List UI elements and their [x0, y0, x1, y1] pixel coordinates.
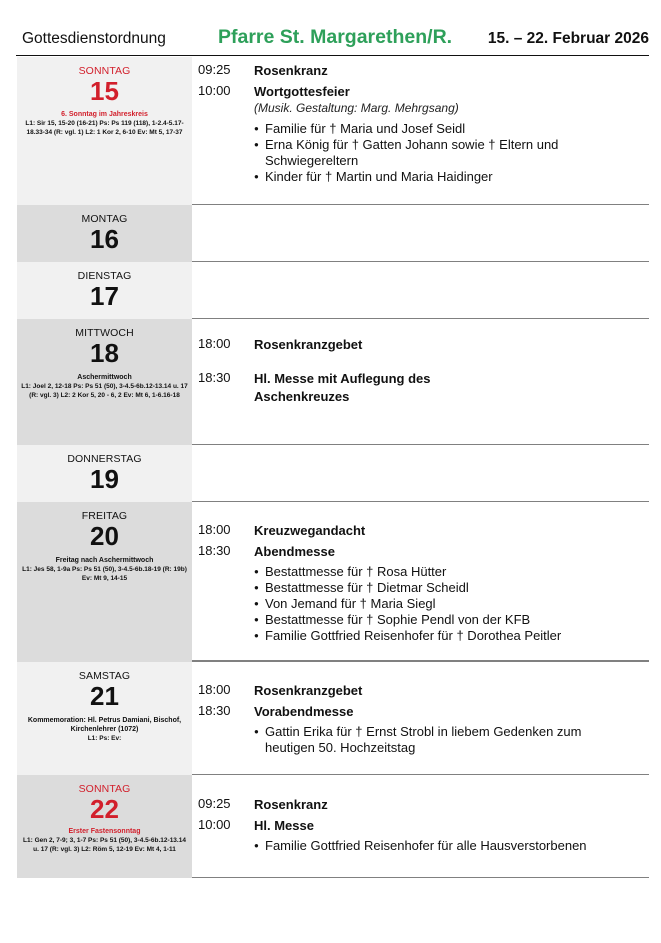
day-row-sonntag-15 [17, 57, 649, 205]
day-number: 20 [90, 521, 119, 551]
event-title: Hl. Messe mit Auflegung des Aschenkreuzes [254, 371, 431, 404]
event-time: 18:30 [198, 370, 231, 385]
readings: L1: Sir 15, 15-20 (16-21) Ps: Ps 119 (118), 1-2.4-5.17-18.33-34 (R: vgl. 1) L2: 1 Kor 2, 6-10 Ev: Mt 5, 17-37 [25, 120, 184, 136]
event-time: 18:00 [198, 336, 231, 351]
readings: L1: Joel 2, 12-18 Ps: Ps 51 (50), 3-4.5-6b.12-13.14 u. 17 (R: vgl. 3) L2: 2 Kor 5, 20 - 6, 2 Ev: Mt 6, 1-6.16-18 [21, 383, 188, 399]
intention-item: ● Gattin Erika für † Ernst Strobl in liebem Gedenken zum heutigen 50. Hochzeitstag [254, 724, 605, 756]
intention-item: ● Von Jemand für † Maria Siegl [254, 596, 645, 612]
day-name: MITTWOCH [75, 327, 134, 339]
day-name: FREITAG [81, 510, 128, 522]
day-name: DIENSTAG [77, 270, 132, 282]
liturgical-feast: Erster Fastensonntag [68, 828, 141, 835]
event-title: Wortgottesfeier [254, 84, 350, 99]
day-number: 22 [90, 794, 119, 824]
intention-item: ● Familie für † Maria und Josef Seidl [254, 121, 645, 137]
event-title: Rosenkranz [254, 63, 328, 78]
mass-intentions [254, 564, 645, 644]
day-cell [17, 205, 192, 262]
event-time: 18:30 [198, 703, 231, 718]
liturgical-feast: Kommemoration: Hl. Petrus Damiani, Bischof, Kirchenlehrer (1072) [27, 717, 182, 733]
mass-intentions [254, 838, 645, 854]
day-row-mittwoch-18 [17, 319, 649, 445]
readings: L1: Jes 58, 1-9a Ps: Ps 51 (50), 3-4.5-6b.18-19 (R: 19b) Ev: Mt 9, 14-15 [22, 566, 187, 582]
mass-intentions [254, 121, 645, 185]
day-name: SONNTAG [78, 65, 131, 77]
intention-item: ● Bestattmesse für † Rosa Hütter [254, 564, 645, 580]
day-cell [17, 262, 192, 319]
event-time: 18:00 [198, 522, 231, 537]
day-number: 19 [90, 464, 119, 494]
day-number: 17 [90, 281, 119, 311]
day-row-samstag-21 [17, 662, 649, 775]
event-note: (Musik. Gestaltung: Marg. Mehrgsang) [254, 101, 459, 115]
day-name: MONTAG [81, 213, 128, 225]
event-time: 09:25 [198, 62, 231, 77]
day-name: DONNERSTAG [67, 453, 142, 465]
intention-item: ● Bestattmesse für † Dietmar Scheidl [254, 580, 645, 596]
intention-item: ● Familie Gottfried Reisenhofer für † Dorothea Peitler [254, 628, 645, 644]
event-time: 10:00 [198, 817, 231, 832]
event-title: Vorabendmesse [254, 704, 354, 719]
event-title: Kreuzwegandacht [254, 523, 366, 538]
day-cell [17, 445, 192, 502]
readings: L1: Ps: Ev: [87, 735, 122, 742]
liturgical-feast: Freitag nach Aschermittwoch [55, 557, 154, 564]
day-cell [17, 775, 192, 878]
day-row-donnerstag-19 [17, 445, 649, 502]
day-number: 18 [90, 338, 119, 368]
document-title: Gottesdienstordnung [22, 30, 166, 47]
event-title: Hl. Messe [254, 818, 314, 833]
day-cell [17, 57, 192, 205]
liturgical-feast: Aschermittwoch [77, 374, 132, 381]
event-title: Rosenkranz [254, 797, 328, 812]
intention-item: ● Erna König für † Gatten Johann sowie † Eltern und Schwiegereltern [254, 137, 645, 169]
intention-item: ● Kinder für † Martin und Maria Haidinger [254, 169, 645, 185]
row-divider [192, 877, 649, 879]
day-number: 16 [90, 224, 119, 254]
event-title: Abendmesse [254, 544, 335, 559]
day-row-dienstag-17 [17, 262, 649, 319]
event-time: 09:25 [198, 796, 231, 811]
intention-item: ● Bestattmesse für † Sophie Pendl von der KFB [254, 612, 645, 628]
day-row-freitag-20 [17, 502, 649, 662]
day-name: SAMSTAG [78, 670, 131, 682]
event-time: 10:00 [198, 83, 231, 98]
day-row-montag-16 [17, 205, 649, 262]
day-cell [17, 319, 192, 445]
day-number: 21 [90, 681, 119, 711]
date-range: 15. – 22. Februar 2026 [487, 30, 649, 47]
event-time: 18:00 [198, 682, 231, 697]
liturgical-feast: 6. Sonntag im Jahreskreis [61, 111, 148, 118]
page-header [16, 26, 649, 56]
day-cell [17, 502, 192, 662]
event-title: Rosenkranzgebet [254, 337, 363, 352]
event-time: 18:30 [198, 543, 231, 558]
readings: L1: Gen 2, 7-9; 3, 1-7 Ps: Ps 51 (50), 3-4.5-6b.12-13.14 u. 17 (R: vgl. 3) L2: Röm 5, 12-19 Ev: Mt 4, 1-11 [23, 837, 186, 853]
day-number: 15 [90, 76, 119, 106]
intention-item: ● Familie Gottfried Reisenhofer für alle Hausverstorbenen [254, 838, 645, 854]
event-title: Rosenkranzgebet [254, 683, 363, 698]
day-row-sonntag-22 [17, 775, 649, 878]
parish-name: Pfarre St. Margarethen/R. [218, 26, 453, 48]
mass-intentions [254, 724, 605, 756]
day-cell [17, 662, 192, 775]
day-name: SONNTAG [78, 783, 131, 795]
